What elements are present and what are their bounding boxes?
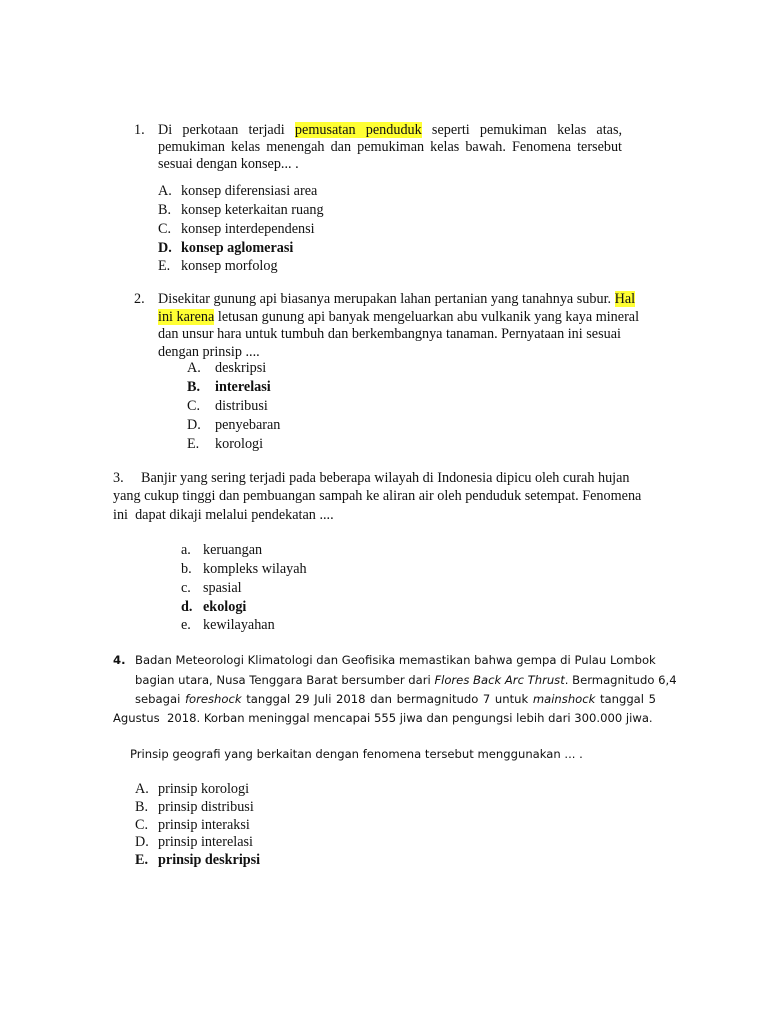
q3-option-a[interactable]: a. keruangan xyxy=(181,542,263,558)
question-4-line-1: Badan Meteorologi Klimatologi dan Geofisika memastikan bahwa gempa di Pulau Lombok xyxy=(135,653,656,667)
q1-option-a[interactable]: A. konsep diferensiasi area xyxy=(158,183,318,199)
q1-option-c[interactable]: C. konsep interdependensi xyxy=(158,221,315,237)
q2-option-a[interactable]: A. deskripsi xyxy=(187,360,267,376)
q4-option-c[interactable]: C. prinsip interaksi xyxy=(135,817,250,833)
question-3-line-1: Banjir yang sering terjadi pada beberapa wilayah di Indonesia dipicu oleh curah hujan xyxy=(141,470,630,486)
question-2-number: 2. xyxy=(134,291,145,307)
question-1-number: 1. xyxy=(134,122,145,138)
question-1-line-2: pemukiman kelas menengah dan pemukiman kelas bawah. Fenomena tersebut xyxy=(158,139,622,155)
question-2-line-1: Disekitar gunung api biasanya merupakan lahan pertanian yang tanahnya subur. Hal xyxy=(158,291,636,307)
q4-option-b[interactable]: B. prinsip distribusi xyxy=(135,799,254,815)
q3-option-e[interactable]: e. kewilayahan xyxy=(181,617,275,633)
q2-option-e[interactable]: E. korologi xyxy=(187,436,264,452)
italic-mainshock: mainshock xyxy=(532,692,596,706)
question-3-number: 3. xyxy=(113,470,124,486)
question-2-line-3: dan unsur hara untuk tumbuh dan berkembangnya tanaman. Pernyataan ini sesuai xyxy=(158,326,621,342)
question-2-line-2: ini karena letusan gunung api banyak mengeluarkan abu vulkanik yang kaya mineral xyxy=(158,309,640,325)
q3-option-b[interactable]: b. kompleks wilayah xyxy=(181,561,307,577)
italic-foreshock: foreshock xyxy=(184,692,242,706)
question-1-line-3: sesuai dengan konsep... . xyxy=(158,156,299,172)
highlight-ini-karena: ini karena xyxy=(158,309,215,325)
question-3-line-2: yang cukup tinggi dan pembuangan sampah ke aliran air oleh penduduk setempat. Fenomena xyxy=(113,488,642,504)
highlight-hal: Hal xyxy=(614,291,636,307)
italic-flores-back-arc-thrust: Flores Back Arc Thrust xyxy=(434,673,565,687)
question-4-line-3: sebagai foreshock tanggal 29 Juli 2018 dan bermagnitudo 7 untuk mainshock tanggal 5 xyxy=(135,692,656,706)
q4-option-a[interactable]: A. prinsip korologi xyxy=(135,781,250,797)
q1-option-d-answer[interactable]: D. konsep aglomerasi xyxy=(158,240,294,256)
question-4-prompt: Prinsip geografi yang berkaitan dengan fenomena tersebut menggunakan ... . xyxy=(130,747,583,761)
question-4-line-4: Agustus 2018. Korban meninggal mencapai 555 jiwa dan pengungsi lebih dari 300.000 jiwa. xyxy=(113,711,653,725)
q2-option-d[interactable]: D. penyebaran xyxy=(187,417,281,433)
question-3-line-3: ini dapat dikaji melalui pendekatan .... xyxy=(113,507,334,523)
q2-option-b-answer[interactable]: B. interelasi xyxy=(187,379,271,395)
q2-option-c[interactable]: C. distribusi xyxy=(187,398,268,414)
highlight-pemusatan-penduduk: pemusatan penduduk xyxy=(294,122,422,138)
question-4-line-2: bagian utara, Nusa Tenggara Barat bersumber dari Flores Back Arc Thrust. Bermagnitudo 6,4 xyxy=(135,673,677,687)
question-2-line-4: dengan prinsip .... xyxy=(158,344,260,360)
q1-option-e[interactable]: E. konsep morfolog xyxy=(158,258,278,274)
q4-option-e-answer[interactable]: E. prinsip deskripsi xyxy=(135,852,261,868)
question-1-line-1: Di perkotaan terjadi pemusatan penduduk seperti pemukiman kelas atas, xyxy=(158,122,623,138)
q3-option-c[interactable]: c. spasial xyxy=(181,580,242,596)
question-4-number: 4. xyxy=(113,653,126,667)
q4-option-d[interactable]: D. prinsip interelasi xyxy=(135,834,253,850)
q1-option-b[interactable]: B. konsep keterkaitan ruang xyxy=(158,202,324,218)
q3-option-d-answer[interactable]: d. ekologi xyxy=(181,599,247,615)
